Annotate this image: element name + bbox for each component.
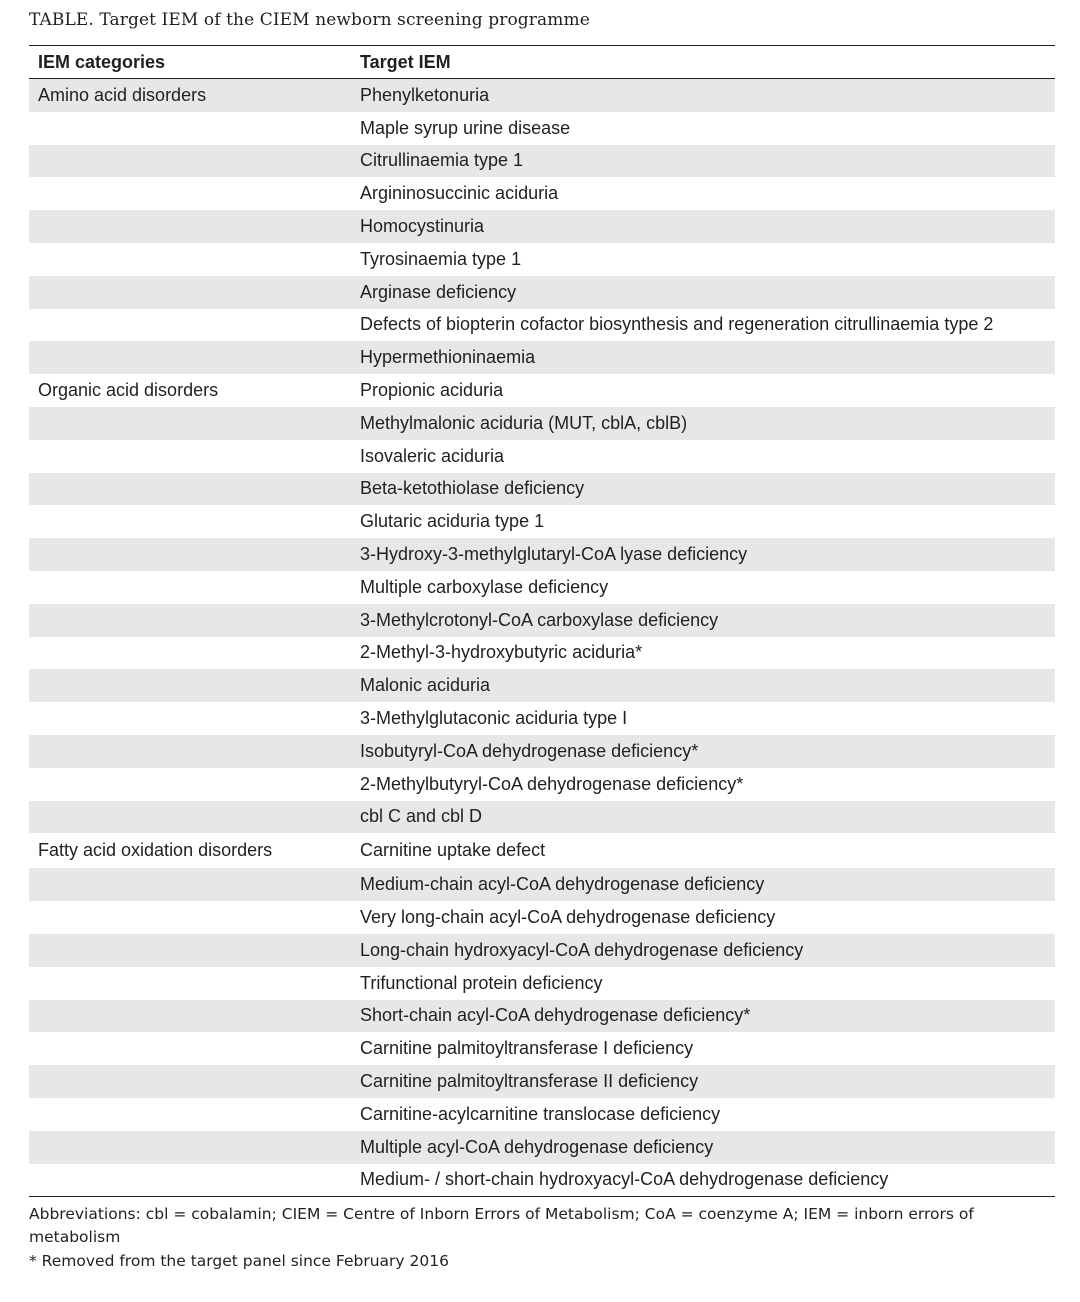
table-row — [29, 145, 1055, 178]
table-row — [29, 112, 1055, 145]
table-row — [29, 473, 1055, 506]
table-footnotes — [29, 1203, 1029, 1273]
target-iem-cell: Homocystinuria — [360, 216, 485, 237]
table-row — [29, 243, 1055, 276]
target-iem-cell: Carnitine uptake defect — [360, 840, 546, 861]
table-row — [29, 309, 1055, 342]
target-iem-cell: Isobutyryl-CoA dehydrogenase deficiency* — [360, 740, 699, 761]
table-row — [29, 934, 1055, 967]
target-iem-cell: Multiple carboxylase deficiency — [360, 576, 609, 597]
target-iem-cell: 3-Methylcrotonyl-CoA carboxylase deficiency — [360, 609, 719, 630]
table-row — [29, 374, 1055, 407]
table-row — [29, 505, 1055, 538]
table-row — [29, 1164, 1055, 1197]
category-cell: Organic acid disorders — [38, 380, 219, 401]
target-iem-cell: Defects of biopterin cofactor biosynthesis and regeneration citrullinaemia type 2 — [360, 314, 994, 335]
category-cell: Fatty acid oxidation disorders — [38, 840, 273, 861]
header-iem-categories: IEM categories — [38, 51, 166, 72]
table-row — [29, 669, 1055, 702]
target-iem-cell: Hypermethioninaemia — [360, 347, 536, 368]
table-row — [29, 276, 1055, 309]
target-iem-cell: Arginase deficiency — [360, 281, 517, 302]
table-row — [29, 768, 1055, 801]
target-iem-cell: Tyrosinaemia type 1 — [360, 248, 522, 269]
target-iem-cell: Maple syrup urine disease — [360, 117, 571, 138]
table-row — [29, 79, 1055, 112]
target-iem-cell: Very long-chain acyl-CoA dehydrogenase deficiency — [360, 907, 776, 928]
category-cell: Amino acid disorders — [38, 84, 207, 105]
table-row — [29, 407, 1055, 440]
target-iem-cell: Methylmalonic aciduria (MUT, cblA, cblB) — [360, 412, 688, 433]
table-row — [29, 1032, 1055, 1065]
table-row — [29, 735, 1055, 768]
table-row — [29, 833, 1055, 868]
target-iem-cell: Argininosuccinic aciduria — [360, 183, 559, 204]
target-iem-cell: cbl C and cbl D — [360, 806, 483, 827]
table-row — [29, 868, 1055, 901]
table-row — [29, 901, 1055, 934]
table-row — [29, 604, 1055, 637]
table-row — [29, 1065, 1055, 1098]
target-iem-cell: Carnitine palmitoyltransferase I deficiency — [360, 1038, 694, 1059]
table-row — [29, 1098, 1055, 1131]
target-iem-cell: Carnitine palmitoyltransferase II deficiency — [360, 1071, 699, 1091]
abbreviations-note: Abbreviations: cbl = cobalamin; CIEM = Centre of Inborn Errors of Metabolism; CoA = coenzyme A; IEM = inborn errors of metabolism — [29, 1205, 974, 1246]
table-row — [29, 1131, 1055, 1164]
target-iem-cell: Medium-chain acyl-CoA dehydrogenase deficiency — [360, 874, 765, 895]
target-iem-cell: 2-Methyl-3-hydroxybutyric aciduria* — [360, 642, 643, 663]
target-iem-cell: Beta-ketothiolase deficiency — [360, 478, 585, 499]
table-row — [29, 341, 1055, 374]
target-iem-cell: Malonic aciduria — [360, 675, 491, 696]
table-body — [29, 79, 1055, 1196]
table-row — [29, 538, 1055, 571]
table-row — [29, 702, 1055, 735]
table-row — [29, 967, 1055, 1000]
target-iem-cell: Multiple acyl-CoA dehydrogenase deficiency — [360, 1136, 714, 1157]
target-iem-cell: Propionic aciduria — [360, 380, 504, 401]
asterisk-note: * Removed from the target panel since February 2016 — [29, 1252, 449, 1270]
header-target-iem: Target IEM — [360, 51, 451, 72]
target-iem-cell: Phenylketonuria — [360, 84, 490, 105]
target-iem-cell: 3-Hydroxy-3-methylglutaryl-CoA lyase deficiency — [360, 544, 748, 565]
target-iem-cell: Trifunctional protein deficiency — [360, 972, 603, 993]
target-iem-cell: Short-chain acyl-CoA dehydrogenase deficiency* — [360, 1005, 751, 1026]
table-row — [29, 177, 1055, 210]
iem-table — [29, 45, 1055, 1197]
table-row — [29, 801, 1055, 834]
target-iem-cell: Long-chain hydroxyacyl-CoA dehydrogenase deficiency — [360, 939, 804, 960]
table-caption: TABLE. Target IEM of the CIEM newborn screening programme — [29, 10, 590, 30]
table-row — [29, 440, 1055, 473]
target-iem-cell: 3-Methylglutaconic aciduria type I — [360, 708, 628, 729]
table-row — [29, 210, 1055, 243]
table-row — [29, 1000, 1055, 1033]
target-iem-cell: Carnitine-acylcarnitine translocase deficiency — [360, 1103, 721, 1124]
target-iem-cell: Citrullinaemia type 1 — [360, 150, 524, 171]
target-iem-cell: 2-Methylbutyryl-CoA dehydrogenase deficiency* — [360, 773, 744, 794]
target-iem-cell: Medium- / short-chain hydroxyacyl-CoA dehydrogenase deficiency — [360, 1169, 889, 1190]
table-row — [29, 571, 1055, 604]
table-row — [29, 637, 1055, 670]
target-iem-cell: Isovaleric aciduria — [360, 445, 505, 466]
target-iem-cell: Glutaric aciduria type 1 — [360, 511, 545, 532]
table-header-row — [29, 46, 1055, 79]
